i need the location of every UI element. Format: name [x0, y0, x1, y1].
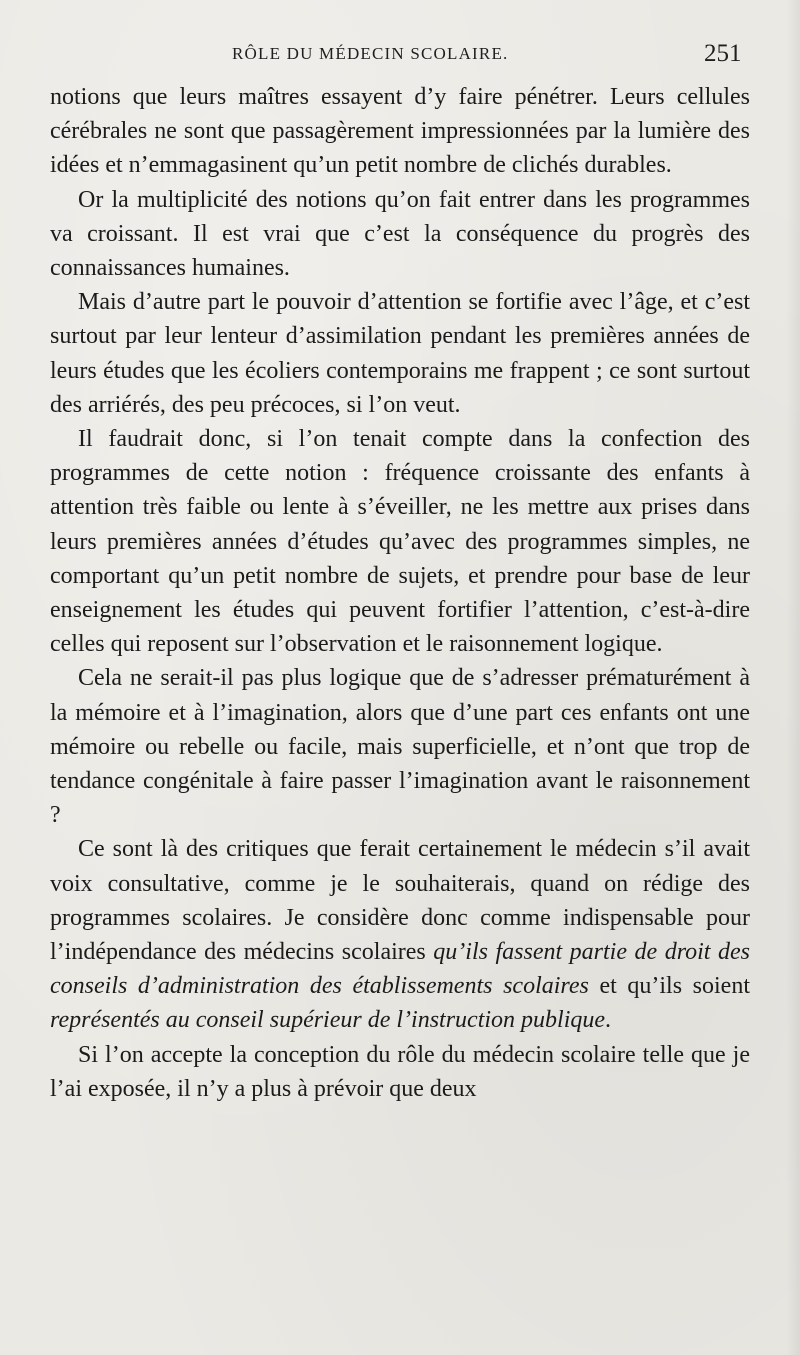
paragraph-6-text-start: Ce sont là des critiques que ferait certainement le médecin s’il avait voix consultative, comme je le souhaiterais, quand on rédige des programmes scolaires. Je considère donc comme indispensable pour l’indépendance des médecins scolaires [50, 836, 750, 966]
paragraph-5: Cela ne serait-il pas plus logique que de s’adresser prématurément à la mémoire et à l’imagination, alors que d’une part ces enfants ont une mémoire ou rebelle ou facile, mais superficielle, et n’ont que trop de tendance congénitale à faire passer l’imagination avant le raisonnement ? [50, 665, 750, 829]
paragraph-6-italic-1: qu’ils fassent partie de droit des conseils d’administration des établissements scolaires [50, 939, 750, 1000]
paragraph-6 [50, 832, 750, 1037]
paragraph-6-text-end: . [605, 1007, 612, 1034]
paragraph-7: Si l’on accepte la conception du rôle du médecin scolaire telle que je l’ai exposée, il n’y a plus à prévoir que deux [50, 1041, 750, 1102]
page-edge-shadow [786, 0, 800, 1355]
running-title: RÔLE DU MÉDECIN SCOLAIRE. [232, 44, 509, 63]
paragraph-3: Mais d’autre part le pouvoir d’attention se fortifie avec l’âge, et c’est surtout par leur lenteur d’assimilation pendant les premières années de leurs études que les écoliers contemporains me frappent ; ce sont surtout des arriérés, des peu précoces, si l’on veut. [50, 289, 750, 418]
paragraph-1: notions que leurs maîtres essayent d’y faire pénétrer. Leurs cellules cérébrales ne sont que passagèrement impressionnées par la lumière des idées et n’emmagasinent qu’un petit nombre de clichés durables. [50, 84, 750, 179]
paragraph-6-text-middle: et qu’ils soient [588, 973, 750, 1000]
paragraph-4: Il faudrait donc, si l’on tenait compte dans la confection des programmes de cette notion : fréquence croissante des enfants à attention très faible ou lente à s’éveiller, ne les mettre aux prises dans leurs premières années d’études qu’avec des programmes simples, ne comportant qu’un petit nombre de sujets, et prendre pour base de leur enseignement les études qui peuvent fortifier l’attention, c’est-à-dire celles qui reposent sur l’observation et le raisonnement logique. [50, 426, 750, 658]
body-text [50, 80, 750, 1106]
paragraph-6-italic-2: représentés au conseil supérieur de l’instruction publique [50, 1007, 606, 1034]
page-number: 251 [704, 40, 742, 67]
page-header [0, 40, 800, 74]
paragraph-2: Or la multiplicité des notions qu’on fait entrer dans les programmes va croissant. Il est vrai que c’est la conséquence du progrès des connaissances humaines. [50, 186, 750, 282]
